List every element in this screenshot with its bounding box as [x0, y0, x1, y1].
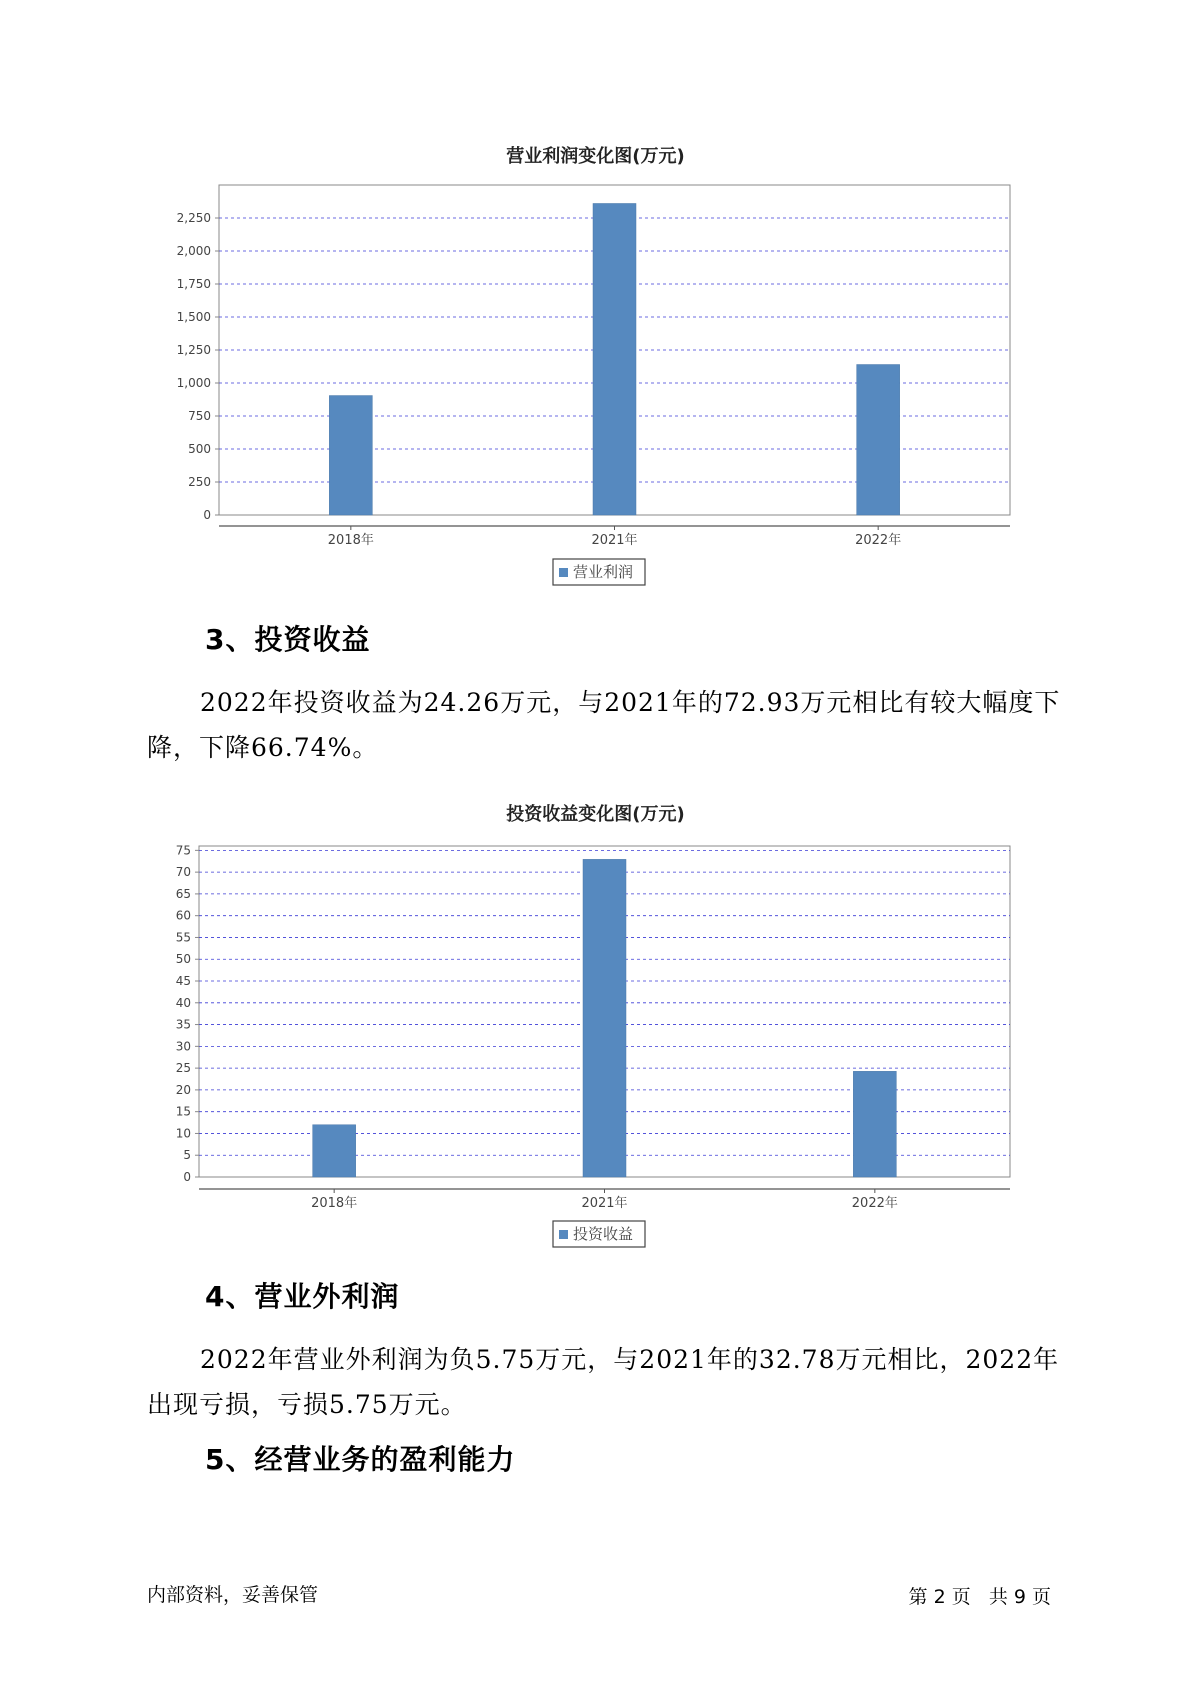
page-middle: 页 共: [945, 1586, 1014, 1608]
y-tick-label: 1,000: [176, 376, 211, 390]
legend-label: 营业利润: [573, 563, 634, 581]
y-tick-label: 30: [175, 1039, 191, 1054]
y-tick-label: 2,250: [176, 211, 211, 225]
y-tick-label: 1,750: [176, 277, 211, 291]
legend-label: 投资收益: [573, 1225, 634, 1243]
y-tick-label: 45: [175, 974, 191, 989]
y-tick-label: 40: [175, 995, 191, 1010]
section-3-paragraph: 2022年投资收益为24.26万元，与2021年的72.93万元相比有较大幅度下降，下降66.74%。: [147, 688, 1061, 762]
footer-confidential-note: 内部资料，妥善保管: [147, 1584, 319, 1606]
page-current: 2: [933, 1586, 946, 1608]
section-5-heading: 5、经营业务的盈利能力: [205, 1443, 516, 1476]
section-4-heading: 4、营业外利润: [205, 1280, 400, 1313]
y-tick-label: 10: [175, 1126, 191, 1141]
section-3-heading: 3、投资收益: [205, 623, 371, 656]
y-tick-label: 75: [175, 843, 191, 858]
chart1-title: 营业利润变化图(万元): [506, 146, 685, 167]
y-tick-label: 15: [175, 1104, 191, 1119]
y-tick-label: 1,250: [176, 343, 211, 357]
bar-2018年: [313, 1125, 356, 1177]
y-tick-label: 500: [188, 442, 211, 456]
legend-swatch: [559, 1230, 568, 1239]
y-tick-label: 2,000: [176, 244, 211, 258]
y-tick-label: 5: [183, 1148, 191, 1163]
y-tick-label: 0: [183, 1170, 191, 1184]
x-tick-label: 2022年: [855, 533, 902, 548]
y-tick-label: 60: [175, 908, 191, 923]
page-prefix: 第: [908, 1586, 934, 1608]
x-tick-label: 2021年: [581, 1196, 628, 1211]
section-4-paragraph: 2022年营业外利润为负5.75万元，与2021年的32.78万元相比，2022年出现亏损，亏损5.75万元。: [147, 1345, 1060, 1419]
y-tick-label: 750: [188, 409, 211, 423]
y-tick-label: 65: [175, 886, 191, 901]
x-tick-label: 2018年: [327, 533, 374, 548]
y-tick-label: 20: [175, 1082, 191, 1097]
y-tick-label: 1,500: [176, 310, 211, 324]
y-tick-label: 70: [175, 865, 191, 880]
y-tick-label: 0: [203, 508, 211, 522]
bar-2021年: [583, 859, 626, 1177]
bar-2022年: [853, 1071, 896, 1177]
page-suffix: 页: [1025, 1586, 1051, 1608]
page-total: 9: [1013, 1586, 1026, 1608]
x-tick-label: 2018年: [311, 1196, 358, 1211]
y-tick-label: 250: [188, 475, 211, 489]
y-tick-label: 55: [175, 930, 191, 945]
footer-page-number: [909, 1582, 1051, 1609]
chart-legend: [553, 1221, 645, 1247]
y-tick-label: 35: [175, 1017, 191, 1032]
x-tick-label: 2021年: [591, 533, 638, 548]
y-tick-label: 25: [175, 1061, 191, 1076]
chart2-title: 投资收益变化图(万元): [506, 804, 685, 825]
x-tick-label: 2022年: [851, 1196, 898, 1211]
y-tick-label: 50: [175, 952, 191, 967]
